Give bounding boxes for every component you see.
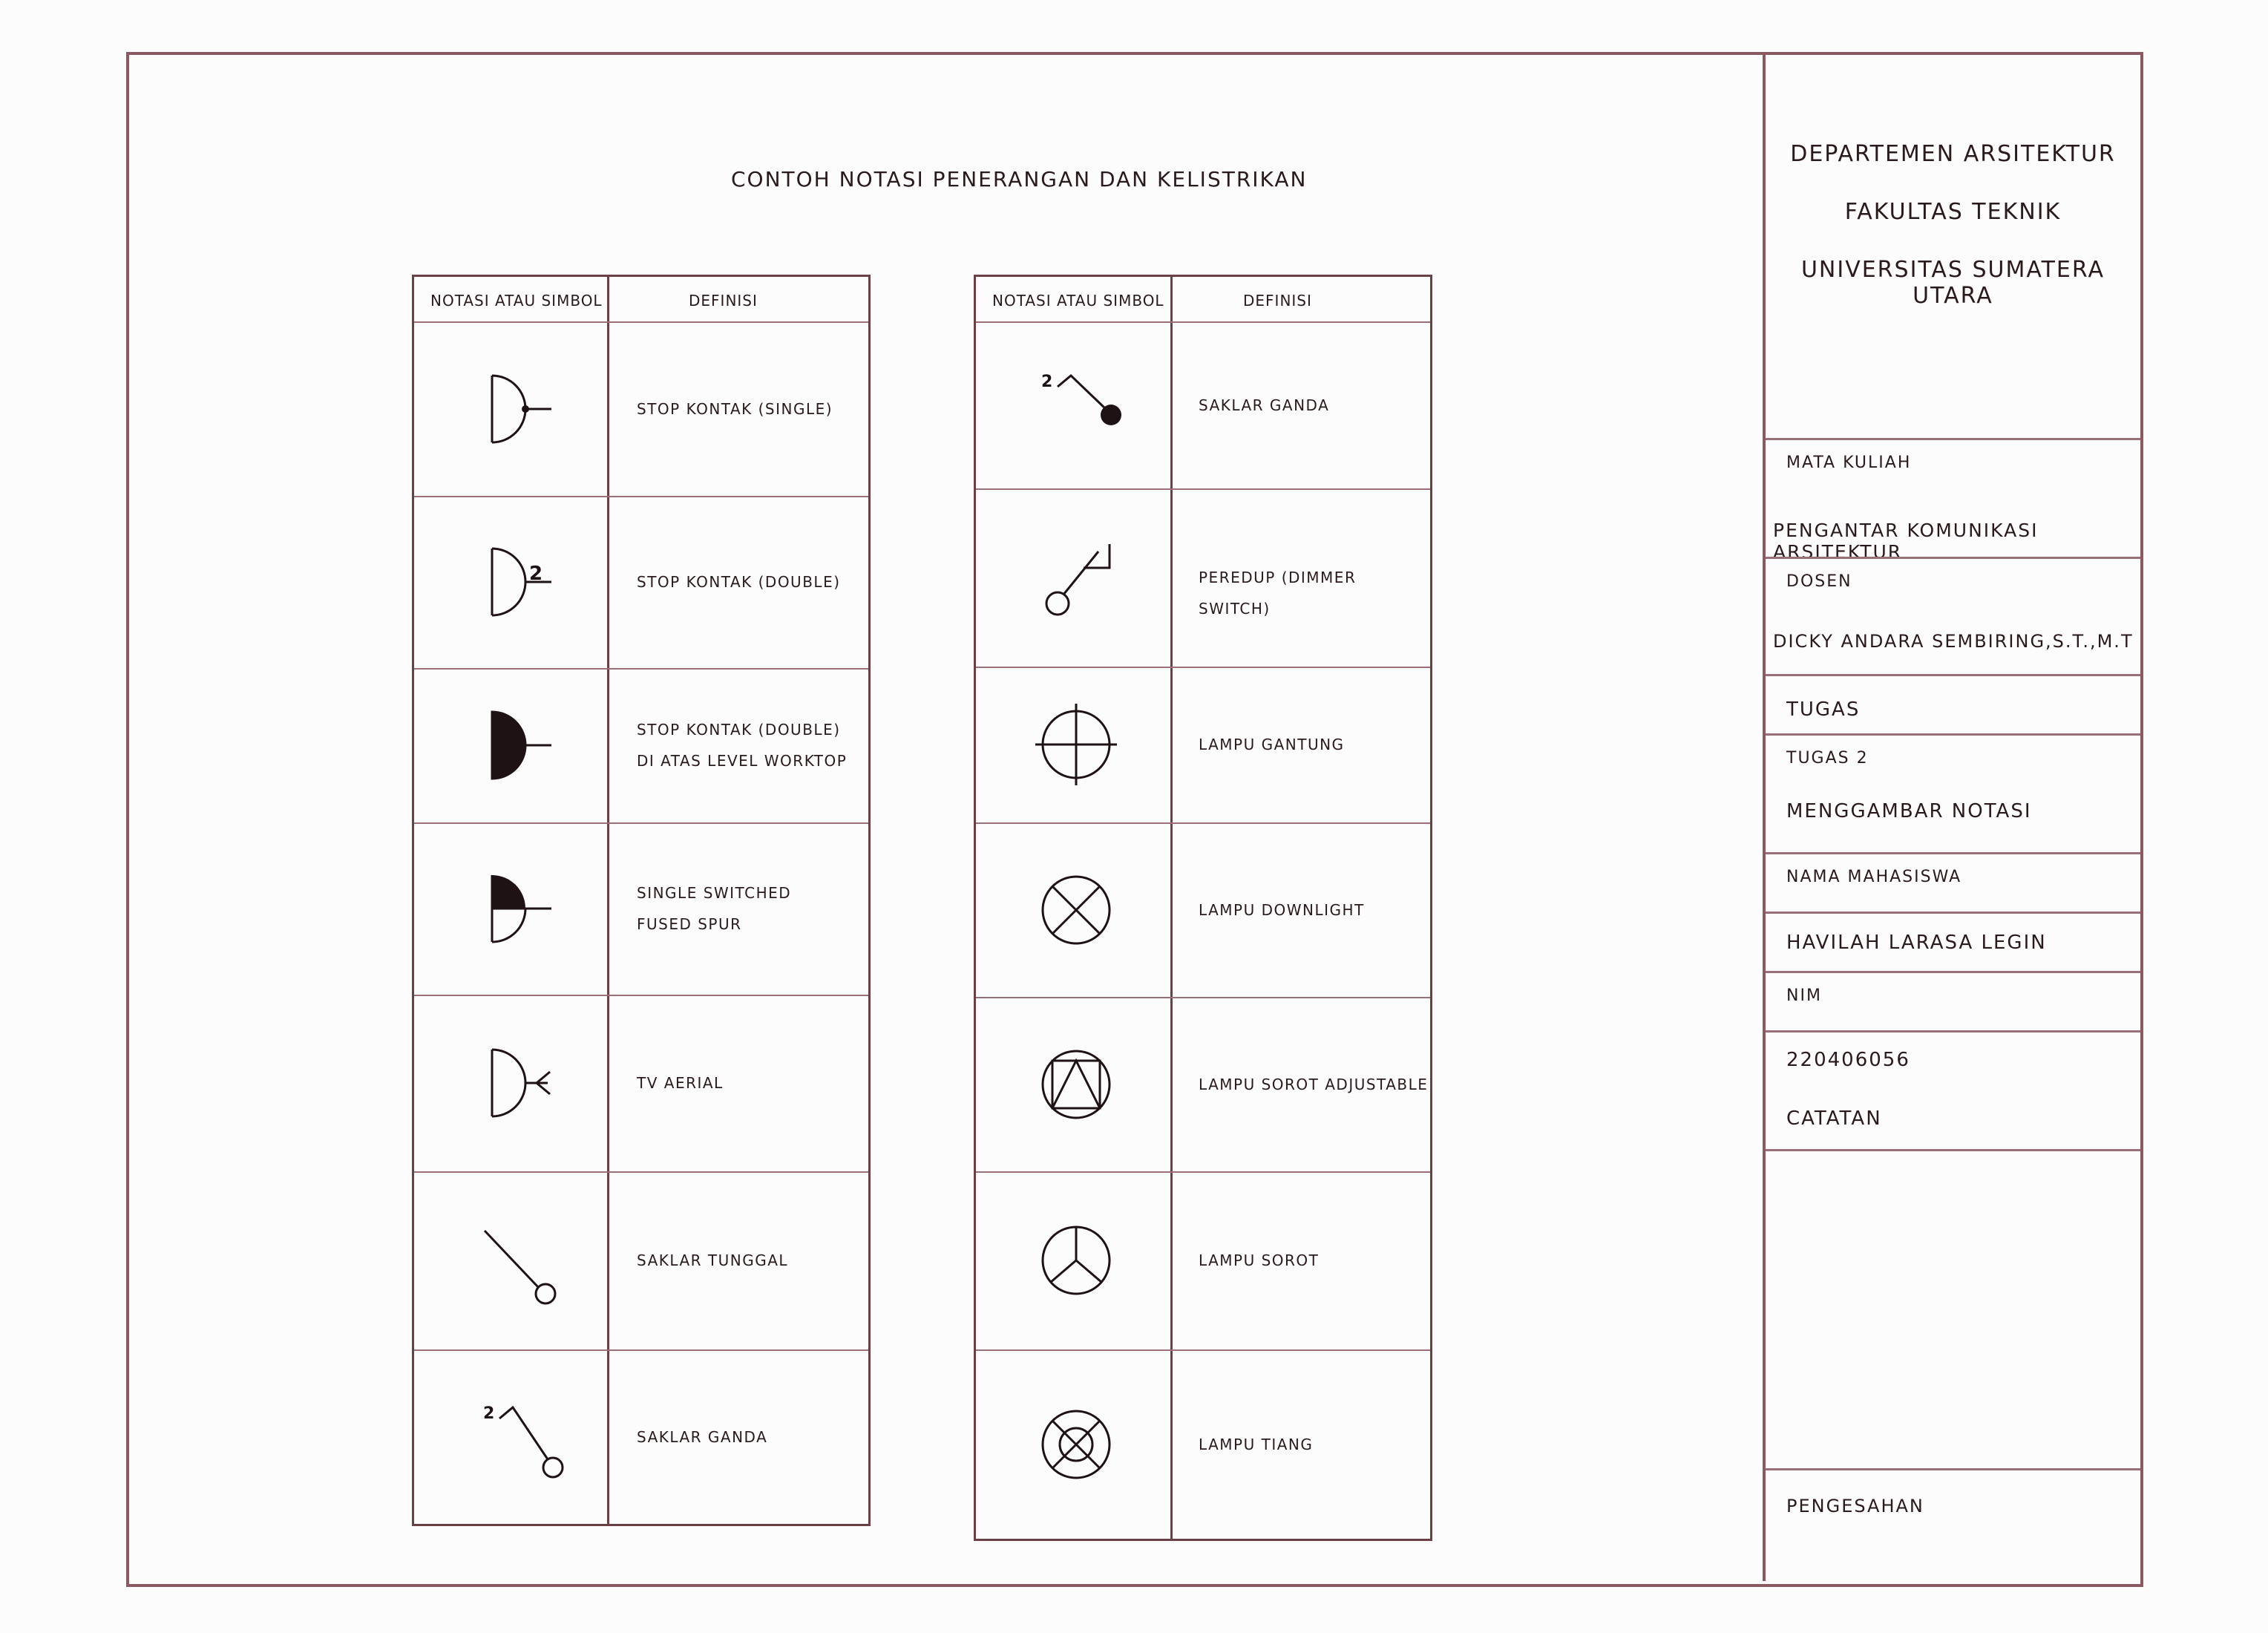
table-row	[976, 488, 1430, 668]
definition-line: LAMPU SOROT ADJUSTABLE	[1199, 1075, 1429, 1093]
pole-lamp-icon	[1028, 1396, 1124, 1493]
table-row	[414, 995, 868, 1173]
tugas-desc-row	[1766, 793, 2140, 852]
svg-text:2: 2	[1041, 372, 1053, 391]
definition-text	[1199, 729, 1345, 760]
definition-text	[637, 566, 841, 598]
pendant-lamp-icon	[1028, 696, 1124, 793]
definition-line: SAKLAR TUNGGAL	[637, 1251, 789, 1269]
svg-text:2: 2	[529, 563, 543, 585]
definition-line: SINGLE SWITCHED	[637, 884, 792, 902]
definition-line: TV AERIAL	[637, 1074, 724, 1092]
dosen-label-row	[1766, 557, 2140, 611]
table-row	[414, 321, 868, 497]
right-notation-table	[974, 275, 1432, 1541]
svg-text:2: 2	[483, 1404, 495, 1423]
switch-single-icon	[470, 1212, 566, 1309]
definition-text	[1199, 894, 1365, 926]
definition-text	[1199, 1069, 1428, 1100]
table-row	[976, 1349, 1430, 1539]
table-row	[976, 1171, 1430, 1351]
adjustable-spot-icon	[1028, 1036, 1124, 1133]
definition-text	[637, 1421, 767, 1453]
tugas-description: MENGGAMBAR NOTASI	[1786, 800, 2032, 822]
table-row	[414, 1349, 868, 1524]
department-name: DEPARTEMEN ARSITEKTUR	[1790, 141, 2116, 167]
nim-label-row	[1766, 971, 2140, 1033]
dosen-label: DOSEN	[1786, 572, 1852, 591]
pengesahan-row	[1766, 1468, 2140, 1580]
nim-label: NIM	[1786, 986, 1822, 1005]
socket-worktop-icon	[470, 697, 566, 793]
mata-kuliah-label-row	[1766, 438, 2140, 500]
table-row	[976, 667, 1430, 824]
dosen-row	[1766, 609, 2140, 674]
tugas-value: TUGAS 2	[1786, 749, 1869, 768]
definition-line: PEREDUP (DIMMER SWITCH)	[1199, 569, 1357, 618]
mata-kuliah-row	[1766, 497, 2140, 563]
table-row	[414, 668, 868, 824]
definition-line: FUSED SPUR	[637, 915, 742, 933]
definition-text	[637, 714, 847, 776]
left-notation-table	[412, 275, 871, 1526]
sheet-title: CONTOH NOTASI PENERANGAN DAN KELISTRIKAN	[731, 167, 1308, 192]
definition-line: STOP KONTAK (DOUBLE)	[637, 573, 841, 591]
definition-column-header: DEFINISI	[1243, 292, 1312, 310]
table-row	[976, 822, 1430, 998]
tugas-label: TUGAS	[1786, 698, 1861, 721]
nama-label: NAMA MAHASISWA	[1786, 868, 1962, 886]
definition-text	[637, 1067, 724, 1099]
tugas-row	[1766, 733, 2140, 795]
title-block	[1763, 52, 2140, 1581]
tv-aerial-icon	[470, 1035, 566, 1131]
table-header	[976, 277, 1430, 323]
table-row	[976, 321, 1430, 490]
mata-kuliah-value: PENGANTAR KOMUNIKASI ARSITEKTUR	[1773, 520, 2039, 563]
definition-column-header: DEFINISI	[689, 292, 758, 310]
catatan-label-row	[1766, 1090, 2140, 1149]
definition-text	[1199, 1245, 1319, 1276]
faculty-name: FAKULTAS TEKNIK	[1844, 199, 2062, 225]
definition-line: SAKLAR GANDA	[637, 1427, 768, 1446]
dimmer-switch-icon	[1028, 529, 1124, 626]
downlight-icon	[1028, 862, 1124, 958]
definition-text	[637, 877, 791, 940]
nama-label-row	[1766, 852, 2140, 914]
fused-spur-icon	[470, 860, 566, 957]
definition-line: SAKLAR GANDA	[1199, 396, 1330, 414]
table-row	[414, 496, 868, 670]
switch-double-icon	[470, 1389, 566, 1485]
definition-line: LAMPU GANTUNG	[1199, 736, 1345, 753]
definition-text	[637, 1245, 788, 1276]
definition-text	[1199, 562, 1430, 624]
catatan-area	[1766, 1149, 2140, 1470]
title-block-header	[1766, 52, 2140, 440]
socket-single-icon	[470, 361, 566, 457]
nim-value: 220406056	[1786, 1049, 1910, 1071]
definition-line: STOP KONTAK (DOUBLE)	[637, 721, 841, 739]
definition-line: DI ATAS LEVEL WORKTOP	[637, 752, 848, 770]
tugas-label-row	[1766, 674, 2140, 736]
symbol-column-header: NOTASI ATAU SIMBOL	[992, 292, 1164, 310]
catatan-label: CATATAN	[1786, 1107, 1882, 1130]
definition-line: LAMPU DOWNLIGHT	[1199, 900, 1365, 919]
pengesahan-label: PENGESAHAN	[1786, 1496, 1924, 1516]
table-row	[414, 1171, 868, 1351]
socket-double-icon	[470, 534, 566, 630]
symbol-column-header: NOTASI ATAU SIMBOL	[430, 292, 603, 310]
table-row	[976, 997, 1430, 1173]
nama-row	[1766, 912, 2140, 973]
table-row	[414, 822, 868, 996]
table-header	[414, 277, 868, 323]
definition-text	[1199, 390, 1329, 421]
mata-kuliah-label: MATA KULIAH	[1786, 454, 1912, 472]
definition-text	[1199, 1429, 1313, 1460]
nama-value: HAVILAH LARASA LEGIN	[1786, 932, 2047, 954]
nim-row	[1766, 1030, 2140, 1092]
dosen-value: DICKY ANDARA SEMBIRING,S.T.,M.T	[1773, 631, 2134, 652]
switch-double-filled-icon	[1028, 357, 1124, 454]
definition-line: LAMPU TIANG	[1199, 1435, 1314, 1453]
definition-line: LAMPU SOROT	[1199, 1251, 1320, 1269]
spot-lamp-icon	[1028, 1212, 1124, 1309]
university-name: UNIVERSITAS SUMATERA UTARA	[1800, 257, 2105, 309]
definition-line: STOP KONTAK (SINGLE)	[637, 399, 833, 418]
definition-text	[637, 393, 833, 425]
